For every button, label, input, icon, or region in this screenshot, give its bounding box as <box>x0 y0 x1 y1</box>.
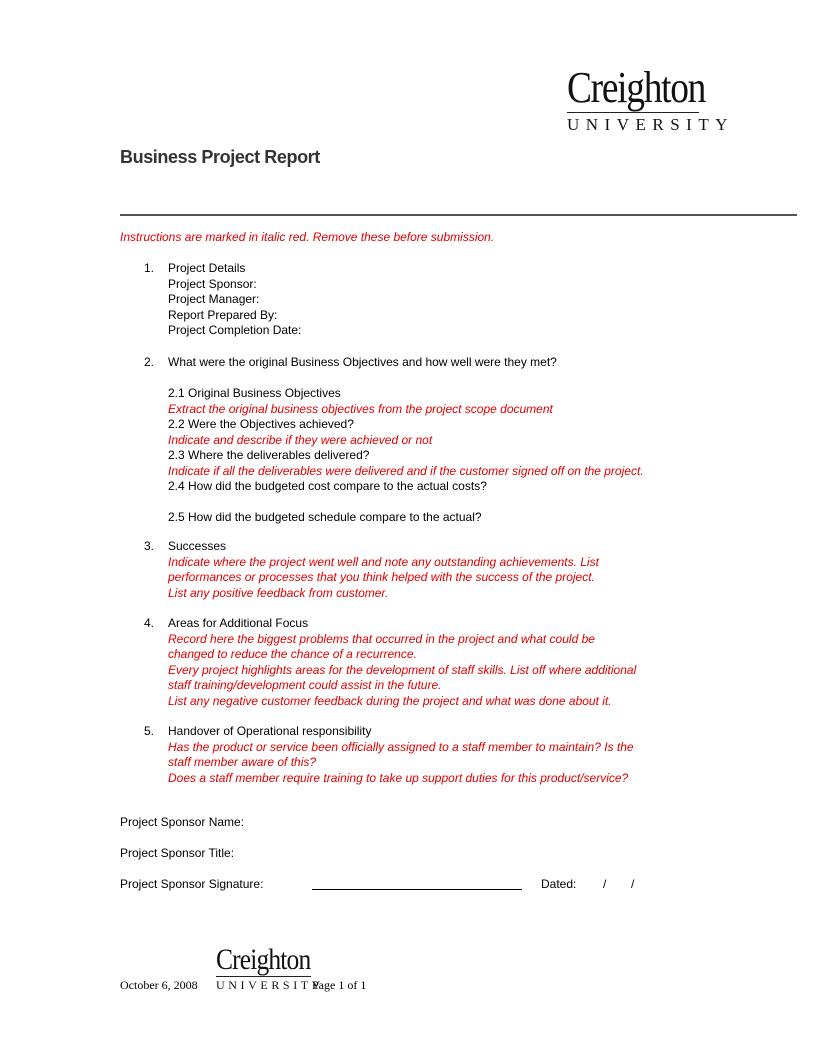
section-5-number: 5. <box>144 724 155 738</box>
footer-logo-name: Creighton <box>216 943 311 976</box>
section-4-instruction: Every project highlights areas for the development of staff skills. List off where additional <box>168 662 637 677</box>
field-project-completion-date: Project Completion Date: <box>168 323 302 337</box>
logo-university: UNIVERSITY <box>567 115 734 134</box>
section-3-number: 3. <box>144 539 155 553</box>
section-1-number: 1. <box>144 261 155 275</box>
creighton-logo <box>567 63 734 134</box>
subsection-2-3-instruction: Indicate if all the deliverables were delivered and if the customer signed off on the project. <box>168 463 644 478</box>
date-separator: / <box>603 877 607 891</box>
dated-label: Dated: <box>541 877 577 891</box>
section-4-instruction: Record here the biggest problems that occurred in the project and what could be <box>168 631 595 646</box>
instructions-note: Instructions are marked in italic red. Remove these before submission. <box>120 230 495 244</box>
footer-creighton-logo <box>216 943 324 992</box>
section-1-heading: Project Details <box>168 261 246 275</box>
date-separator: / <box>631 877 635 891</box>
section-4-heading: Areas for Additional Focus <box>168 616 309 630</box>
subsection-2-1-instruction: Extract the original business objectives from the project scope document <box>168 401 553 416</box>
logo-name: Creighton <box>567 63 706 112</box>
section-5 <box>168 724 634 786</box>
section-3 <box>168 539 599 601</box>
sponsor-name-label: Project Sponsor Name: <box>120 815 245 829</box>
section-3-heading: Successes <box>168 539 227 553</box>
section-3-instruction: Indicate where the project went well and note any outstanding achievements. List <box>168 554 599 569</box>
signature-line[interactable] <box>312 889 522 890</box>
sponsor-title-label: Project Sponsor Title: <box>120 846 235 860</box>
logo-rule <box>567 112 699 113</box>
subsection-2-1-label: 2.1 Original Business Objectives <box>168 386 341 400</box>
section-5-heading: Handover of Operational responsibility <box>168 724 372 738</box>
section-3-instruction: List any positive feedback from customer. <box>168 585 389 600</box>
section-2-heading: What were the original Business Objectives and how well were they met? <box>168 355 557 369</box>
subsection-2-2-label: 2.2 Were the Objectives achieved? <box>168 417 354 431</box>
subsection-2-4-label: 2.4 How did the budgeted cost compare to the actual costs? <box>168 479 487 493</box>
section-4 <box>168 616 636 709</box>
field-report-prepared-by: Report Prepared By: <box>168 307 278 322</box>
section-3-instruction: performances or processes that you think helped with the success of the project. <box>168 570 595 584</box>
section-5-instruction: staff member aware of this? <box>168 755 317 769</box>
sponsor-signature-label: Project Sponsor Signature: <box>120 877 264 891</box>
section-4-instruction: staff training/development could assist in the future. <box>168 678 442 692</box>
footer-logo-university: UNIVERSITY <box>216 978 324 992</box>
section-5-instruction: Does a staff member require training to take up support duties for this product/service? <box>168 770 629 785</box>
field-project-manager: Project Manager: <box>168 292 260 306</box>
page-title: Business Project Report <box>120 147 320 167</box>
footer-logo-rule <box>216 976 311 977</box>
field-project-sponsor: Project Sponsor: <box>168 276 257 291</box>
subsection-2-5-label: 2.5 How did the budgeted schedule compare to the actual? <box>168 510 482 524</box>
section-4-instruction: List any negative customer feedback during the project and what was done about it. <box>168 693 612 708</box>
footer-page-number: Page 1 of 1 <box>312 978 367 992</box>
footer-date: October 6, 2008 <box>120 978 198 992</box>
section-2-subsections <box>168 386 644 526</box>
section-1 <box>168 261 301 339</box>
subsection-2-2-instruction: Indicate and describe if they were achieved or not <box>168 432 433 447</box>
section-4-number: 4. <box>144 616 155 630</box>
subsection-2-3-label: 2.3 Where the deliverables delivered? <box>168 448 370 462</box>
section-2-number: 2. <box>144 355 155 369</box>
section-4-instruction: changed to reduce the chance of a recurrence. <box>168 647 417 661</box>
title-divider <box>120 214 797 216</box>
section-5-instruction: Has the product or service been officially assigned to a staff member to maintain? Is the <box>168 739 634 754</box>
